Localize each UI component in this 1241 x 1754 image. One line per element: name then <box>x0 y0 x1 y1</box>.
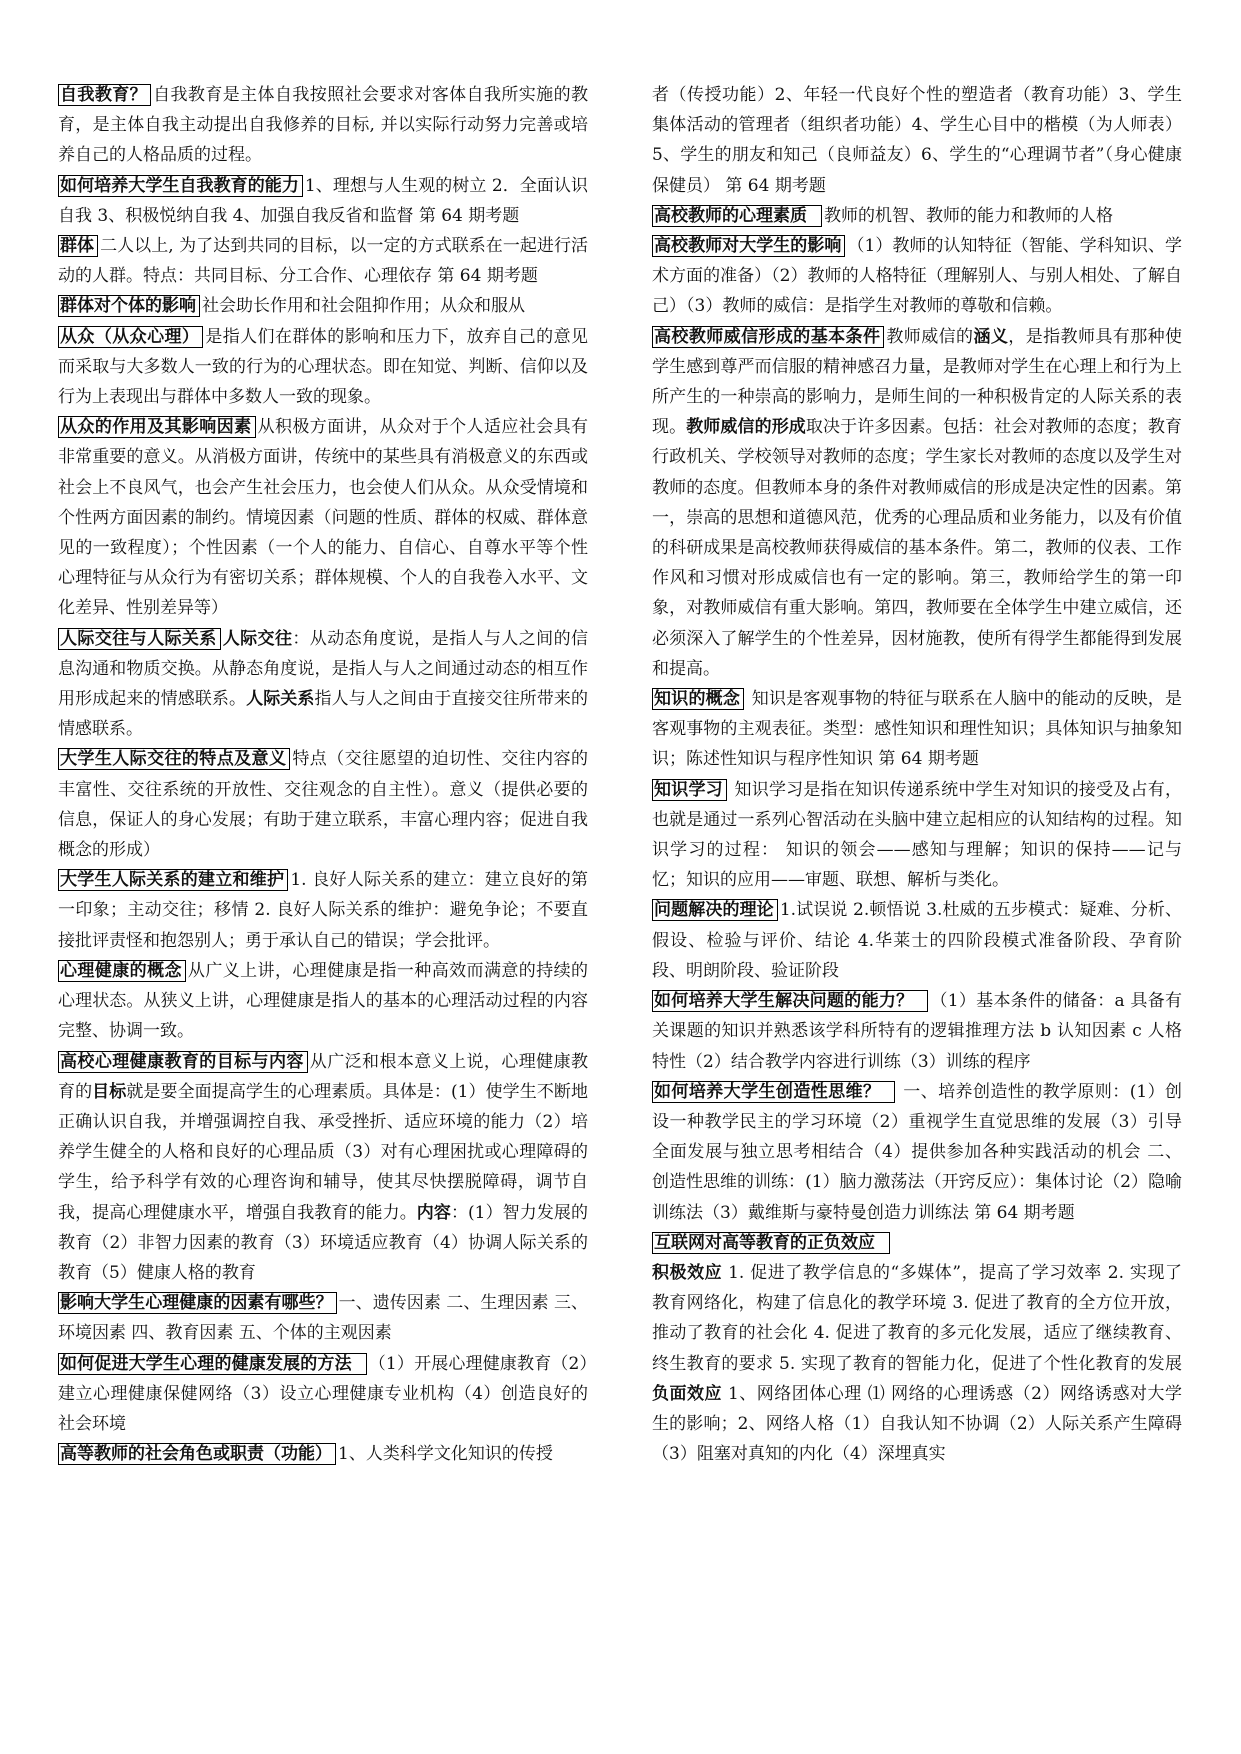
right-column <box>652 80 1182 1469</box>
boxed-term: 大学生人际交往的特点及意义 <box>58 748 290 770</box>
note-entry <box>58 322 588 413</box>
boxed-term: 高校教师对大学生的影响 <box>652 235 845 257</box>
note-entry <box>652 322 1182 684</box>
boxed-term: 大学生人际关系的建立和维护 <box>58 869 288 891</box>
entry-text: 知识学习是指在知识传递系统中学生对知识的接受及占有，也就是通过一系列心智活动在头脑中建立起相应的认知结构的过程。知识学习的过程： 知识的领会——感知与理解；知识的保持——记与忆；知识的应用——审题、联想、解析与类化。 <box>652 779 1183 891</box>
entry-text: 一、遗传因素 二、生理因素 三、环境因素 四、教育因素 五、个体的主观因素 <box>58 1293 589 1344</box>
boxed-term: 高校教师的心理素质 <box>652 205 822 227</box>
note-entry <box>58 956 588 1047</box>
note-entry <box>58 1288 588 1348</box>
boxed-term: 知识的概念 <box>652 688 744 710</box>
entry-text: 知识是客观事物的特征与联系在人脑中的能动的反映，是客观事物的主观表征。类型：感性知识和理性知识；具体知识与抽象知识；陈述性知识与程序性知识 第 64 期考题 <box>652 689 1183 770</box>
boxed-term: 如何促进大学生心理的健康发展的方法 <box>58 1353 367 1375</box>
note-entry <box>58 624 588 745</box>
boxed-term: 心理健康的概念 <box>58 960 186 982</box>
note-entry <box>58 80 588 171</box>
boxed-term: 高校教师威信形成的基本条件 <box>652 326 884 348</box>
note-entry <box>58 231 588 291</box>
entry-text: ，是指教师具有那种使学生感到尊严而信服的精神感召力量，是教师对学生在心理上和行为上所产生的一种崇高的影响力，是师生间的一种积极肯定的人际关系的表现。 <box>652 326 1183 438</box>
bold-keyword: 负面效应 <box>652 1383 723 1404</box>
entry-text: 一、培养创造性的教学原则：(1）创设一种教学民主的学习环境（2）重视学生直觉思维的发展（3）引导全面发展与独立思考相结合（4）提供参加各种实践活动的机会 二、 创造性思维的训练：(1）脑力激荡法（开窍反应）：集体讨论（2）隐喻训练法（3）戴维斯与豪特曼创造力训练法 第 64 期考题 <box>652 1081 1183 1223</box>
left-column <box>58 80 588 1469</box>
entry-text: 取决于许多因素。包括：社会对教师的态度；教育行政机关、学校领导对教师的态度；学生家长对教师的态度以及学生对教师的态度。但教师本身的条件对教师威信的形成是决定性的因素。第一，崇高的思想和道德风范，优秀的心理品质和业务能力，以及有价值的科研成果是高校教师获得威信的基本条件。第二，教师的仪表、工作作风和习惯对形成威信也有一定的影响。第三，教师给学生的第一印象，对教师威信有重大影响。第四，教师要在全体学生中建立威信，还必须深入了解学生的个性差异，因材施教，使所有得学生都能得到发展和提高。 <box>652 417 1183 679</box>
note-entry <box>652 80 1182 201</box>
entry-text: 1、网络团体心理 ⑴ 网络的心理诱惑（2）网络诱惑对大学生的影响；2、网络人格（1）自我认知不协调（2）人际关系产生障碍（3）阻塞对真知的内化（4）深埋真实 <box>652 1383 1183 1465</box>
note-entry <box>652 986 1182 1077</box>
bold-keyword: 教师威信的形成 <box>686 417 806 438</box>
entry-text: 1. 促进了教学信息的“多媒体”，提高了学习效率 2. 实现了教育网络化，构建了信息化的教学环境 3. 促进了教育的全方位开放，推动了教育的社会化 4. 促进了教育的多元化发展，适应了继续教育、终生教育的要求 5. 实现了教育的智能力化，促进了个性化教育的发展 <box>652 1262 1183 1374</box>
boxed-term: 如何培养大学生自我教育的能力 <box>58 175 303 197</box>
note-entry <box>58 291 588 321</box>
bold-keyword: 目标 <box>92 1081 127 1102</box>
boxed-term: 人际交往与人际关系 <box>58 628 221 650</box>
boxed-term: 知识学习 <box>652 779 727 801</box>
boxed-term: 从众（从众心理） <box>58 326 203 348</box>
entry-text: （1）基本条件的储备：a 具备有关课题的知识并熟悉该学科所特有的逻辑推理方法 b 认知因素 c 人格特性（2）结合教学内容进行训练（3）训练的程序 <box>652 991 1182 1072</box>
entry-text: 二人以上, 为了达到共同的目标，以一定的方式联系在一起进行活动的人群。特点：共同目标、分工合作、心理依存 第 64 期考题 <box>58 236 589 287</box>
note-entry <box>652 201 1182 231</box>
note-entry <box>652 231 1182 322</box>
boxed-term: 问题解决的理论 <box>652 899 778 921</box>
entry-text: 自我教育是主体自我按照社会要求对客体自我所实施的教育，是主体自我主动提出自我修养的目标, 并以实际行动努力完善或培养自己的人格品质的过程。 <box>58 85 589 166</box>
entry-text: 教师的机智、教师的能力和教师的人格 <box>824 205 1113 226</box>
boxed-term: 从众的作用及其影响因素 <box>58 416 256 438</box>
note-entry <box>58 865 588 956</box>
note-entry <box>652 895 1182 986</box>
entry-text: 从广义上讲，心理健康是指一种高效而满意的持续的心理状态。从狭义上讲，心理健康是指人的基本的心理活动过程的内容完整、协调一致。 <box>58 960 589 1042</box>
entry-text: 1、理想与人生观的树立 2．全面认识自我 3、积极悦纳自我 4、加强自我反省和监督 第 64 期考题 <box>58 175 588 226</box>
boxed-term: 群体对个体的影响 <box>58 295 200 317</box>
entry-text: 1. 良好人际关系的建立：建立良好的第一印象；主动交往；移情 2. 良好人际关系的维护：避免争论；不要直接批评责怪和抱怨别人；勇于承认自己的错误；学会批评。 <box>58 870 589 951</box>
entry-text: ：(1）智力发展的教育（2）非智力因素的教育（3）环境适应教育（4）协调人际关系的教育（5）健康人格的教育 <box>58 1202 589 1283</box>
note-entry <box>58 1439 588 1469</box>
entry-text: 1.试误说 2.顿悟说 3.杜威的五步模式：疑难、分析、假设、检验与评价、结论 4.华莱士的四阶段模式准备阶段、孕育阶段、明朗阶段、验证阶段 <box>652 900 1183 981</box>
bold-keyword: 人际交往 <box>222 628 293 649</box>
bold-keyword: 积极效应 <box>652 1262 723 1283</box>
entry-text: 指人与人之间由于直接交往所带来的情感联系。 <box>58 689 589 740</box>
boxed-term: 影响大学生心理健康的因素有哪些？ <box>58 1292 337 1314</box>
boxed-term: 群体 <box>58 235 98 257</box>
note-entry <box>652 684 1182 775</box>
entry-text: 从积极方面讲，从众对于个人适应社会具有非常重要的意义。从消极方面讲，传统中的某些具有消极意义的东西或社会上不良风气，也会产生社会压力，也会使人们从众。从众受情境和个性两方面因素的制约。情境因素（问题的性质、群体的权威、群体意见的一致程度）；个性因素（一个人的能力、自信心、自尊水平等个性心理特征与从众行为有密切关系；群体规模、个人的自我卷入水平、文化差异、性别差异等） <box>58 417 589 619</box>
entry-text: 1、人类科学文化知识的传授 <box>338 1444 553 1465</box>
note-entry <box>652 1077 1182 1228</box>
entry-text: ：从动态角度说，是指人与人之间的信息沟通和物质交换。从静态角度说，是指人与人之间通过动态的相互作用形成起来的情感联系。 <box>58 628 589 710</box>
boxed-term: 如何培养大学生创造性思维？ <box>652 1081 895 1103</box>
boxed-term: 自我教育？ <box>58 84 151 106</box>
entry-text: 者（传授功能）2、年轻一代良好个性的塑造者（教育功能）3、学生集体活动的管理者（组织者功能）4、学生心目中的楷模（为人师表）5、学生的朋友和知己（良师益友）6、学生的“心理调节者”（身心健康保健员） 第 64 期考题 <box>652 85 1182 196</box>
bold-keyword: 涵义 <box>973 326 1009 347</box>
boxed-term: 高校心理健康教育的目标与内容 <box>58 1051 308 1073</box>
entry-text: （1）开展心理健康教育（2）建立心理健康保健网络（3）设立心理健康专业机构（4）创造良好的社会环境 <box>58 1353 589 1434</box>
bold-keyword: 内容 <box>416 1202 451 1223</box>
boxed-term: 互联网对高等教育的正负效应 <box>652 1232 890 1254</box>
entry-text: 就是要全面提高学生的心理素质。具体是：(1）使学生不断地正确认识自我，并增强调控自我、承受挫折、适应环境的能力（2）培养学生健全的人格和良好的心理品质（3）对有心理困扰或心理障碍的学生，给予科学有效的心理咨询和辅导，使其尽快摆脱障碍，调节自我，提高心理健康水平，增强自我教育的能力。 <box>58 1081 588 1223</box>
note-entry <box>58 744 588 865</box>
boxed-term: 高等教师的社会角色或职责（功能） <box>58 1443 336 1465</box>
entry-text: 教师威信的 <box>886 326 974 347</box>
bold-keyword: 人际关系 <box>246 689 315 710</box>
note-entry <box>652 775 1182 896</box>
note-entry <box>58 1349 588 1440</box>
entry-text: 特点（交往愿望的迫切性、交往内容的丰富性、交往系统的开放性、交往观念的自主性）。意义（提供必要的信息，保证人的身心发展；有助于建立联系，丰富心理内容；促进自我概念的形成） <box>58 749 589 861</box>
note-entry <box>652 1258 1182 1469</box>
note-entry <box>58 171 588 231</box>
note-entry <box>58 412 588 623</box>
boxed-term: 如何培养大学生解决问题的能力？ <box>652 990 928 1012</box>
entry-text: 是指人们在群体的影响和压力下，放弃自己的意见而采取与大多数人一致的行为的心理状态。即在知觉、判断、信仰以及行为上表现出与群体中多数人一致的现象。 <box>58 326 589 408</box>
entry-text: 社会助长作用和社会阻抑作用；从众和服从 <box>202 296 525 317</box>
entry-text: （1）教师的认知特征（智能、学科知识、学术方面的准备）（2）教师的人格特征（理解别人、与别人相处、了解自己）（3）教师的威信：是指学生对教师的尊敬和信赖。 <box>652 236 1182 317</box>
note-entry <box>652 1228 1182 1258</box>
entry-text: 从广泛和根本意义上说，心理健康教育的 <box>58 1051 589 1102</box>
note-entry <box>58 1047 588 1289</box>
